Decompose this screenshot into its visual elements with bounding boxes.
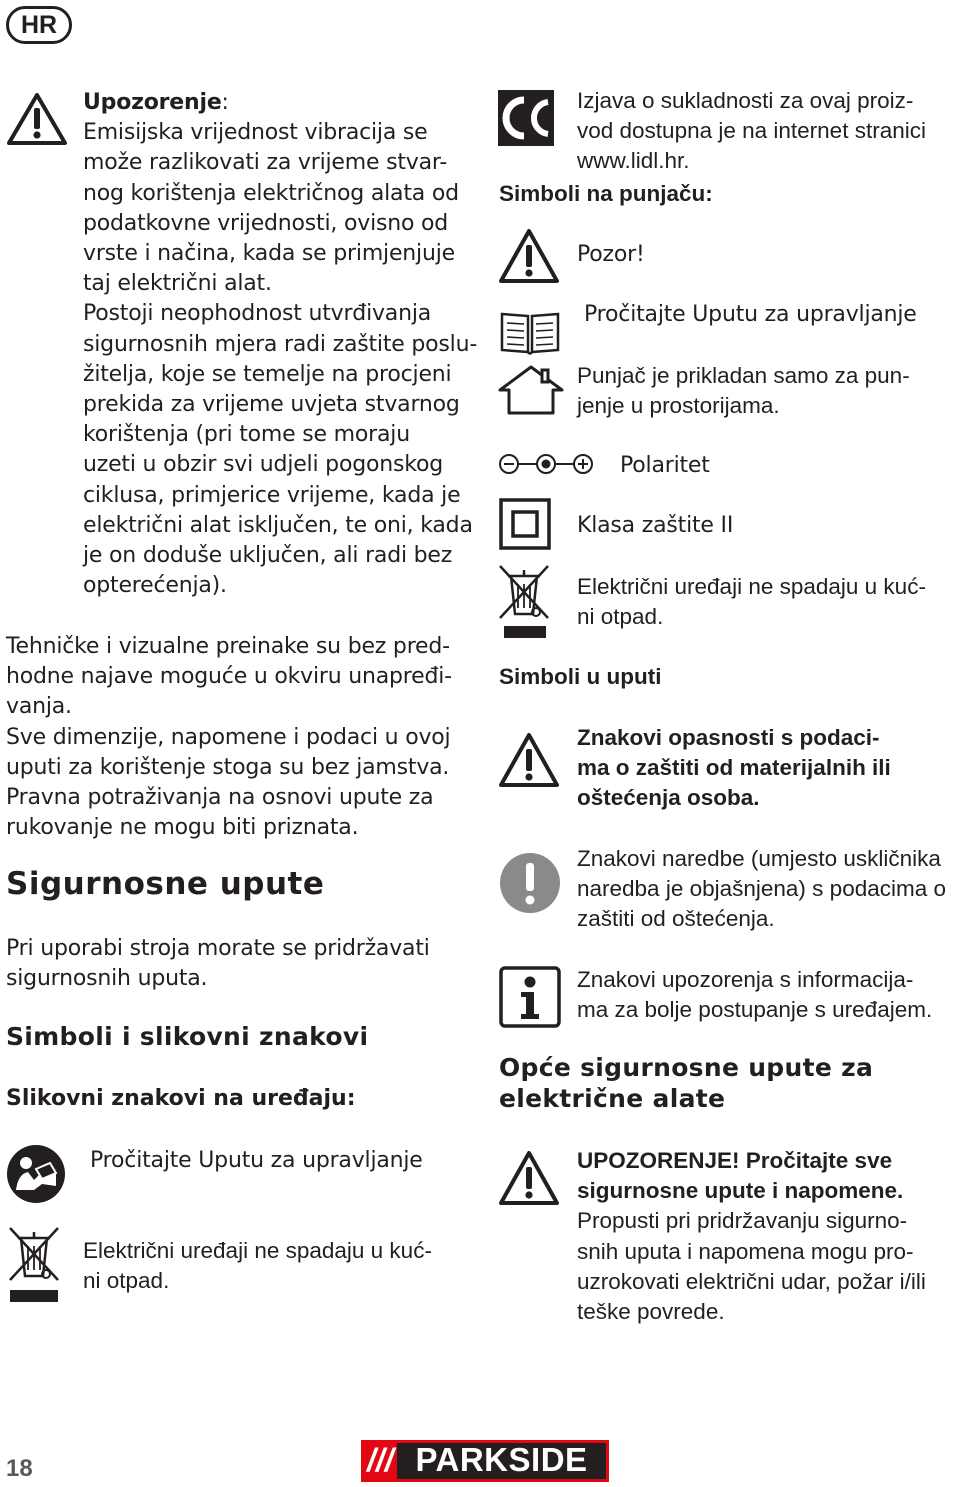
info-icon — [499, 966, 561, 1028]
charger-indoor-line: jenje u prostorijama. — [577, 393, 780, 419]
conformity-text — [577, 86, 957, 177]
info-sign-text — [577, 965, 960, 1025]
warning-line: opterećenja). — [83, 573, 227, 599]
charger-symbol-text: Polaritet — [620, 453, 710, 478]
note-line: vanja. — [6, 694, 72, 720]
device-signs-heading: Slikovni znakovi na uređaju: — [6, 1086, 356, 1111]
warning-line: ciklusa, primjerice vrijeme, kada je — [83, 482, 461, 508]
info-line: ma za bolje postupanje s uređajem. — [577, 997, 933, 1023]
device-sign-text: Pročitajte Uputu za upravljanje — [90, 1148, 423, 1173]
charger-indoor-line: Punjač je prikladan samo za pun- — [577, 363, 910, 388]
note-line: Pravna potraživanja na osnovi upute za — [6, 785, 434, 811]
charger-symbol-text: Pročitajte Uputu za upravljanje — [584, 302, 917, 327]
warning-label: Upozorenje — [83, 90, 222, 115]
general-heading-line: električne alate — [499, 1083, 726, 1113]
device-bin-text — [83, 1236, 473, 1296]
warning-line: žitelja, koje se temelje na procjeni — [83, 361, 452, 387]
warning-line: sigurnosnih mjera radi zaštite poslu- — [83, 331, 478, 357]
note-line: Tehničke i vizualne preinake su bez pred- — [6, 634, 450, 659]
charger-indoor-text — [577, 361, 957, 421]
warning-line: Postoji neophodnost utvrđivanja — [83, 301, 432, 327]
danger-sign-text — [577, 723, 957, 814]
warning-triangle-icon — [6, 92, 68, 146]
danger-line: Znakovi opasnosti s podaci- — [577, 725, 880, 750]
general-warning-line: Propusti pri pridržavanju sigurno- — [577, 1208, 908, 1234]
warning-line: Emisijska vrijednost vibracija se — [83, 120, 428, 146]
general-safety-heading — [499, 1053, 873, 1114]
bin-line: ni otpad. — [83, 1268, 170, 1294]
general-warning-line: uzrokovati električni udar, požar i/ili — [577, 1268, 926, 1294]
manual-symbols-heading: Simboli u uputi — [499, 664, 662, 689]
mandatory-sign-icon — [499, 852, 561, 914]
warning-line: nog korištenja električnog alata od — [83, 180, 459, 206]
safety-line: sigurnosnih uputa. — [6, 966, 208, 992]
note-line: uputi za korištenje stoga su bez jamstva. — [6, 754, 450, 780]
mandatory-line: naredba je objašnjena) s podacima o — [577, 876, 946, 902]
logo-wordmark: PARKSIDE — [397, 1443, 606, 1479]
note-line: Sve dimenzije, napomene i podaci u ovoj — [6, 724, 451, 750]
general-warning-text — [577, 1146, 960, 1327]
warning-line: uzeti u obzir svi udjeli pogonskog — [83, 452, 444, 478]
charger-bin-text — [577, 572, 957, 632]
warning-triangle-icon — [498, 1150, 560, 1206]
conformity-line: www.lidl.hr. — [577, 148, 690, 174]
protection-class-ii-icon — [499, 498, 551, 550]
page-number: 18 — [6, 1455, 33, 1482]
charger-symbol-text: Pozor! — [577, 242, 645, 267]
warning-line: je on doduše uključen, ali radi bez — [83, 543, 453, 569]
warning-line: vrste i načina, kada se primjenjuje — [83, 241, 455, 267]
warning-triangle-icon — [498, 732, 560, 788]
bin-line: ni otpad. — [577, 604, 664, 630]
language-badge: HR — [6, 6, 72, 44]
safety-intro — [6, 934, 476, 994]
info-line: Znakovi upozorenja s informacija- — [577, 967, 914, 992]
open-book-icon — [500, 306, 560, 356]
warning-triangle-icon — [498, 228, 560, 284]
warning-line: može razlikovati za vrijeme stvar- — [83, 150, 448, 176]
general-warning-line: snih uputa i napomena mogu pro- — [577, 1238, 914, 1264]
general-warning-line: teške povrede. — [577, 1299, 725, 1325]
danger-line: ma o zaštiti od materijalnih ili — [577, 755, 891, 781]
polarity-icon — [498, 452, 594, 476]
technical-changes-note — [6, 632, 476, 843]
crossed-bin-icon — [496, 562, 552, 640]
general-warning-bold-line: UPOZORENJE! Pročitajte sve — [577, 1148, 893, 1173]
charger-symbols-heading: Simboli na punjaču: — [499, 181, 713, 206]
note-line: hodne najave moguće u okviru unapređi- — [6, 664, 452, 690]
vibration-warning — [83, 88, 483, 601]
symbols-heading: Simboli i slikovni znakovi — [6, 1022, 369, 1051]
general-heading-line: Opće sigurnosne upute za — [499, 1053, 874, 1082]
mandatory-line: Znakovi naredbe (umjesto uskličnika — [577, 846, 941, 871]
note-line: rukovanje ne mogu biti priznata. — [6, 815, 359, 841]
mandatory-line: zaštiti od oštećenja. — [577, 906, 775, 932]
warning-line: električni alat isključen, te oni, kada — [83, 512, 473, 538]
safety-line: Pri uporabi stroja morate se pridržavati — [6, 936, 430, 961]
logo-stripes: /// — [367, 1442, 394, 1478]
read-manual-icon — [6, 1144, 66, 1204]
conformity-line: Izjava o sukladnosti za ovaj proiz- — [577, 88, 914, 113]
danger-line: oštećenja osoba. — [577, 785, 760, 811]
safety-heading: Sigurnosne upute — [6, 866, 325, 902]
mandatory-sign-text — [577, 844, 960, 935]
charger-symbol-text: Klasa zaštite II — [577, 513, 734, 538]
warning-line: podatkovne vrijednosti, ovisno od — [83, 210, 449, 236]
house-icon — [498, 364, 564, 416]
ce-mark-icon — [498, 90, 554, 146]
warning-colon: : — [221, 90, 229, 115]
general-warning-bold-line: sigurnosne upute i napomene. — [577, 1178, 904, 1204]
bin-line: Električni uređaji ne spadaju u kuć- — [577, 574, 926, 599]
warning-line: taj električni alat. — [83, 271, 272, 297]
warning-line: korištenja (pri tome se moraju — [83, 422, 410, 448]
bin-line: Električni uređaji ne spadaju u kuć- — [83, 1238, 432, 1263]
parkside-logo — [361, 1440, 609, 1482]
warning-line: prekida za vrijeme uvjeta stvarnog — [83, 392, 460, 418]
crossed-bin-icon — [6, 1224, 62, 1304]
conformity-line: vod dostupna je na internet stranici — [577, 118, 926, 144]
